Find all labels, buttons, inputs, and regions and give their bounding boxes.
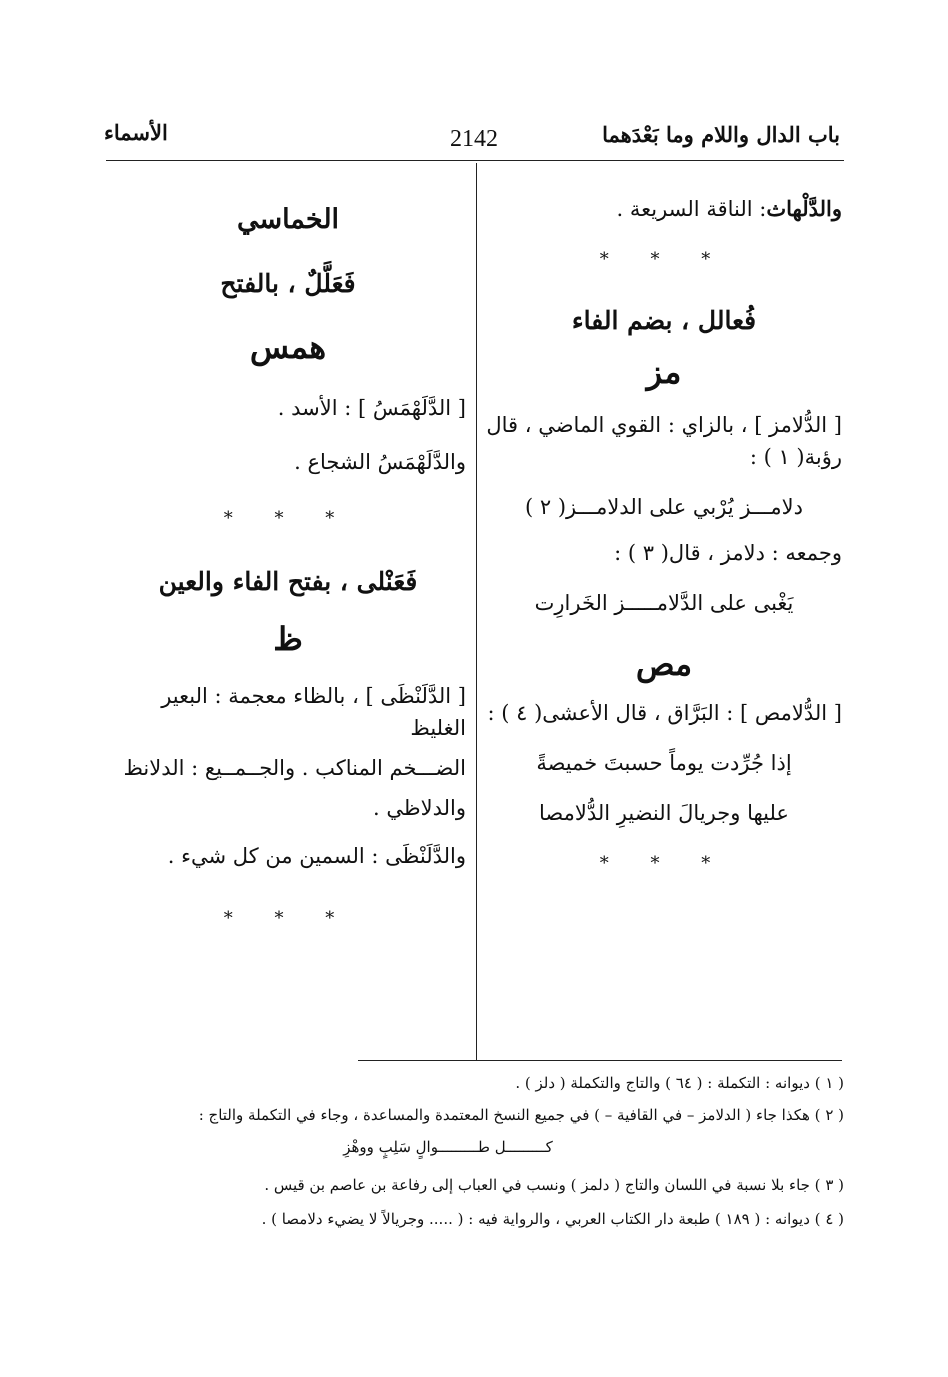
footnote-4: ( ٤ ) ديوانه : ( ١٨٩ ) طبعة دار الكتاب العربي ، والرواية فيه : ( ..... وجريالاً لا يضيء دلامصا ) . bbox=[261, 1210, 844, 1228]
root-heading: ظ bbox=[273, 620, 303, 658]
footnote-1: ( ١ ) ديوانه : التكملة : ( ٦٤ ) والتاج والتكملة ( دلز ) . bbox=[515, 1074, 844, 1092]
entry-dulamiz-line2: رؤبة( ١ ) : bbox=[749, 445, 842, 469]
left-column bbox=[110, 188, 466, 929]
column-divider bbox=[476, 163, 477, 1061]
verse-line: دلامـــز يُرْبي على الدلامـــز( ٢ ) bbox=[525, 495, 803, 519]
entry-dalanza-line2: الضـــخم المناكب . والجــمــيع : الدلانظ bbox=[123, 756, 466, 780]
root-heading: مص bbox=[635, 645, 693, 683]
entry-definition: : الناقة السريعة . bbox=[616, 197, 767, 221]
right-column bbox=[486, 185, 842, 874]
running-head-chapter: باب الدال واللام وما بَعْدَهما bbox=[602, 122, 840, 147]
verse-line: إذا جُرِّدت يوماً حسبتَ خميصةً bbox=[536, 751, 792, 775]
entry-dalahmas-brave: والدَّلَهْمَسُ الشجاع . bbox=[294, 450, 466, 474]
footnote-rule bbox=[358, 1060, 842, 1061]
entry-dalhath bbox=[486, 193, 842, 225]
section-separator: * * * bbox=[223, 508, 353, 529]
footnote-2: ( ٢ ) هكذا جاء ( الدلامز – في القافية – ) في جميع النسخ المعتمدة والمساعدة ، وجاء في التكملة والتاج : bbox=[198, 1106, 844, 1124]
entry-dalanza-line1: [ الدَّلَنْظَى ] ، بالظاء معجمة : البعير الغليظ bbox=[161, 684, 466, 740]
entry-dalanza-line3: والدلاظي . bbox=[373, 796, 466, 820]
entry-dalahmas: [ الدَّلَهْمَسُ ] : الأسد . bbox=[277, 396, 466, 420]
root-heading: همس bbox=[249, 328, 327, 366]
root-heading: مز bbox=[646, 353, 682, 391]
footnote-2-verse: كـــــــــل طـــــــــوالٍ سَلِبٍ ووهْزِ bbox=[343, 1138, 553, 1156]
section-separator: * * * bbox=[599, 853, 729, 874]
header-rule bbox=[106, 160, 844, 161]
verse-line: يَغْبى على الدَّلامـــــز الخَرارِت bbox=[534, 591, 794, 615]
entry-plural: وجمعه : دلامز ، قال( ٣ ) : bbox=[614, 541, 842, 565]
page-number: 2142 bbox=[450, 126, 498, 152]
entry-dulamiz-line1: [ الدُّلامز ] ، بالزاي : القوي الماضي ، قال bbox=[486, 413, 842, 437]
running-head-section: الأسماء bbox=[104, 120, 168, 145]
entry-dulamis: [ الدُّلامص ] : البَرَّاق ، قال الأعشى( ٤ ) : bbox=[487, 701, 842, 725]
section-heading: فَعَنْلى ، بفتح الفاء والعين bbox=[158, 567, 418, 596]
chapter-heading: الخماسي bbox=[236, 204, 340, 235]
entry-term: والدَّلْهاث bbox=[766, 196, 842, 221]
section-heading: فُعالل ، بضم الفاء bbox=[571, 306, 757, 335]
section-heading: فَعَلَّلٌ ، بالفتح bbox=[220, 269, 356, 298]
entry-dalanza-fat: والدَّلَنْظَى : السمين من كل شيء . bbox=[167, 844, 466, 868]
footnote-3: ( ٣ ) جاء بلا نسبة في اللسان والتاج ( دلمز ) ونسب في العباب إلى رفاعة بن عاصم بن قيس . bbox=[264, 1176, 844, 1194]
section-separator: * * * bbox=[599, 249, 729, 270]
section-separator: * * * bbox=[223, 908, 353, 929]
verse-line: عليها وجريالَ النضيرِ الدُّلامصا bbox=[539, 801, 789, 825]
